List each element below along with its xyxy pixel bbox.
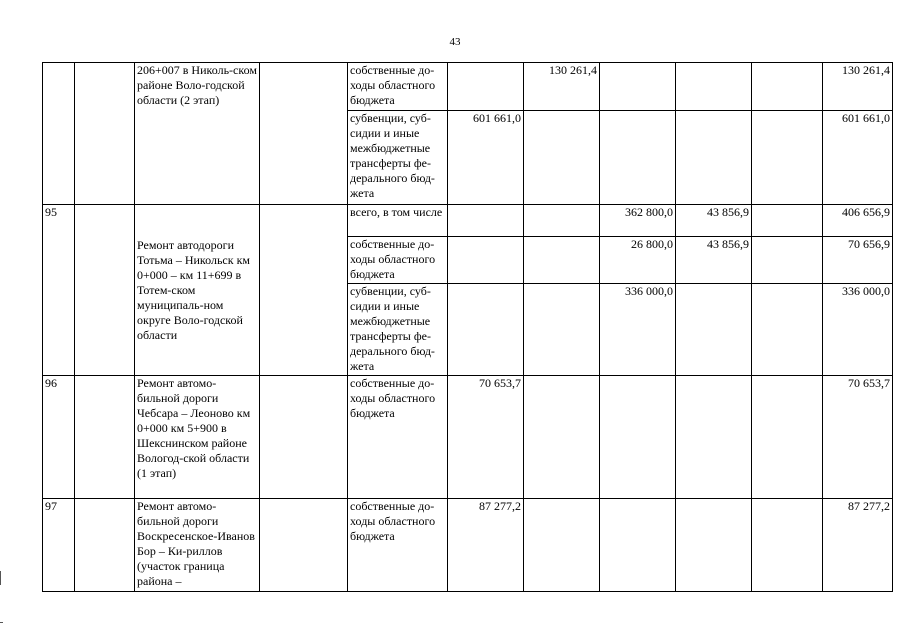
- page-number: 43: [449, 36, 461, 48]
- total-cell: 406 656,9: [823, 205, 893, 237]
- funding-source: собственные до-ходы областного бюджета: [348, 237, 448, 284]
- object-name: 206+007 в Николь-ском районе Воло-годской области (2 этап): [135, 63, 260, 205]
- table-row: [43, 376, 893, 499]
- total-cell: 87 277,2: [823, 499, 893, 592]
- amount-cell: 601 661,0: [448, 111, 524, 205]
- row-number: 96: [43, 376, 75, 499]
- object-name: Ремонт автомо-бильной дороги Чебсара – Леоново км 0+000 км 5+900 в Шекснинском районе Вологод-ской области (1 этап): [135, 376, 260, 499]
- row-number-cell: [43, 63, 75, 205]
- funding-source: субвенции, суб-сидии и иные межбюджетные трансферты фе-дерального бюд-жета: [348, 111, 448, 205]
- row-number: 95: [43, 205, 75, 376]
- funding-source: всего, в том числе: [348, 205, 448, 237]
- total-cell: 601 661,0: [823, 111, 893, 205]
- table-row: [43, 499, 893, 592]
- amount-cell: 43 856,9: [676, 237, 752, 284]
- funding-source: собственные до-ходы областного бюджета: [348, 376, 448, 499]
- amount-cell: 87 277,2: [448, 499, 524, 592]
- margin-mark: [0, 571, 5, 585]
- object-name: Ремонт автодороги Тотьма – Никольск км 0+000 – км 11+699 в Тотем-ском муниципаль-ном округе Воло-годской области: [135, 205, 260, 376]
- total-cell: 336 000,0: [823, 284, 893, 376]
- object-name: Ремонт автомо-бильной дороги Воскресенское-Иванов Бор – Ки-риллов (участок граница района –: [135, 499, 260, 592]
- total-cell: 70 656,9: [823, 237, 893, 284]
- table-row: [43, 205, 893, 237]
- margin-dash: [0, 622, 3, 623]
- total-cell: 70 653,7: [823, 376, 893, 499]
- budget-table: [42, 62, 893, 592]
- amount-cell: 70 653,7: [448, 376, 524, 499]
- funding-source: субвенции, суб-сидии и иные межбюджетные трансферты фе-дерального бюд-жета: [348, 284, 448, 376]
- amount-cell: 43 856,9: [676, 205, 752, 237]
- funding-source: собственные до-ходы областного бюджета: [348, 63, 448, 111]
- table-row: [43, 63, 893, 111]
- amount-cell: 26 800,0: [600, 237, 676, 284]
- amount-cell: 130 261,4: [524, 63, 600, 111]
- total-cell: 130 261,4: [823, 63, 893, 111]
- funding-source: собственные до-ходы областного бюджета: [348, 499, 448, 592]
- amount-cell: 336 000,0: [600, 284, 676, 376]
- row-number: 97: [43, 499, 75, 592]
- amount-cell: 362 800,0: [600, 205, 676, 237]
